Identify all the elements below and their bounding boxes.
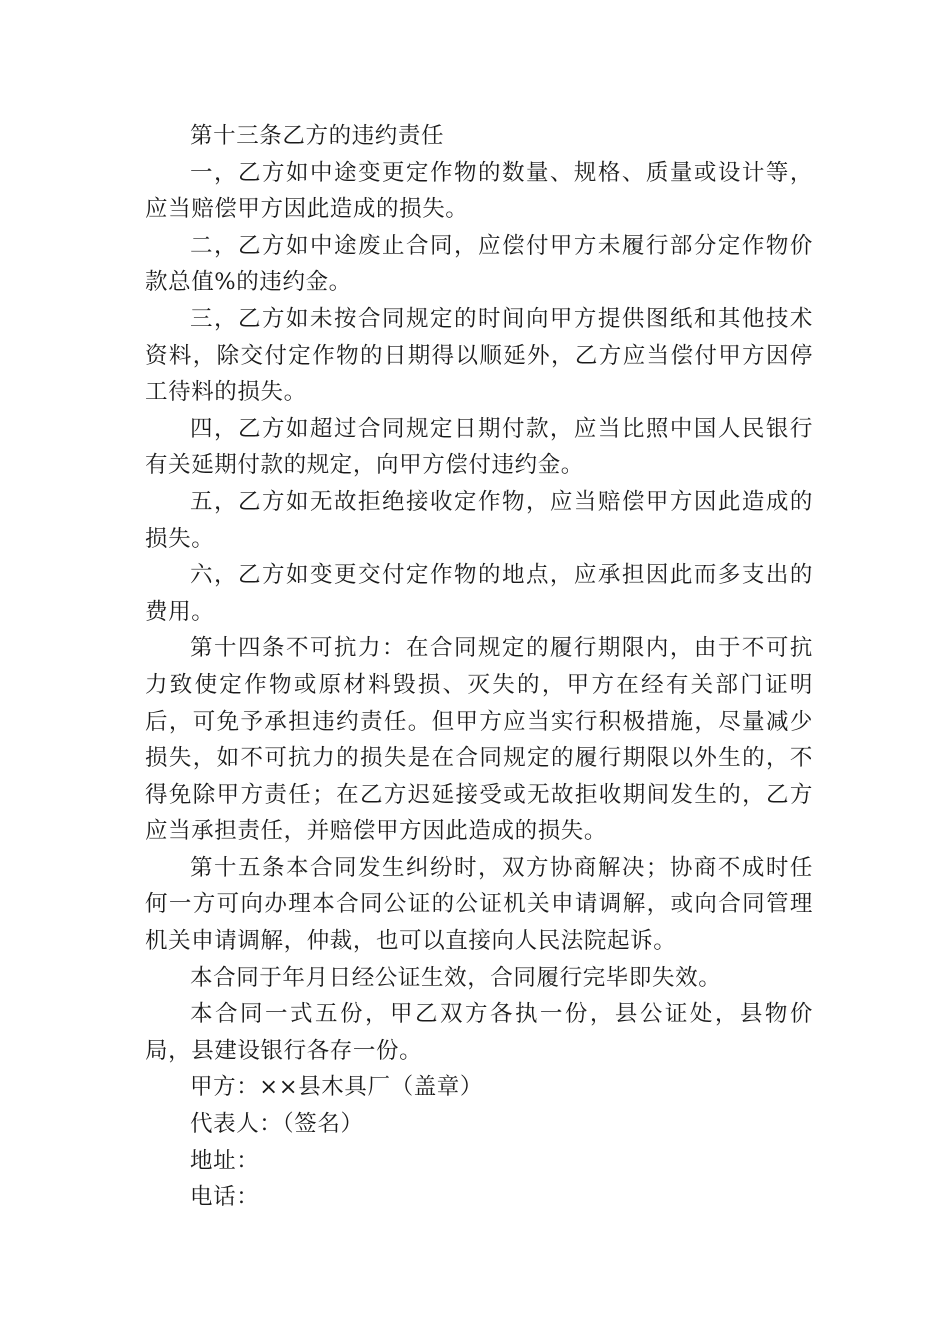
clause-4: 四，乙方如超过合同规定日期付款，应当比照中国人民银行有关延期付款的规定，向甲方偿付违约金。 [145, 415, 813, 479]
copies-clause: 本合同一式五份，甲乙双方各执一份，县公证处，县物价局，县建设银行各存一份。 [145, 1001, 813, 1064]
clause-1: 一，乙方如中途变更定作物的数量、规格、质量或设计等，应当赔偿甲方因此造成的损失。 [145, 159, 813, 223]
effective-date-clause: 本合同于年月日经公证生效，合同履行完毕即失效。 [190, 964, 722, 991]
clause-2: 二，乙方如中途废止合同，应偿付甲方未履行部分定作物价款总值%的违约金。 [145, 232, 813, 296]
phone-line: 电话： [190, 1184, 260, 1211]
article-15-disputes: 第十五条本合同发生纠纷时，双方协商解决；协商不成时任何一方可向办理本合同公证的公证机关申请调解，或向合同管理机关申请调解，仲裁，也可以直接向人民法院起诉。 [145, 854, 813, 955]
article-13-heading: 第十三条乙方的违约责任 [190, 123, 445, 149]
article-14-force-majeure: 第十四条不可抗力：在合同规定的履行期限内，由于不可抗力致使定作物或原材料毁损、灭失的，甲方在经有关部门证明后，可免予承担违约责任。但甲方应当实行积极措施，尽量减少损失，如不可抗力的损失是在合同规定的履行期限以外生的，不得免除甲方责任；在乙方迟延接受或无故拒收期间发生的，乙方应当承担责任，并赔偿甲方因此造成的损失。 [145, 635, 813, 845]
contract-body [145, 118, 813, 1216]
clause-3: 三，乙方如未按合同规定的时间向甲方提供图纸和其他技术资料，除交付定作物的日期得以顺延外，乙方应当偿付甲方因停工待料的损失。 [145, 305, 813, 406]
clause-6: 六，乙方如变更交付定作物的地点，应承担因此而多支出的费用。 [145, 562, 813, 625]
address-line: 地址： [190, 1147, 260, 1174]
clause-5: 五，乙方如无故拒绝接收定作物，应当赔偿甲方因此造成的损失。 [145, 488, 813, 552]
party-a-line: 甲方：××县木具厂（盖章） [190, 1074, 484, 1101]
representative-line: 代表人：（签名） [190, 1111, 364, 1138]
